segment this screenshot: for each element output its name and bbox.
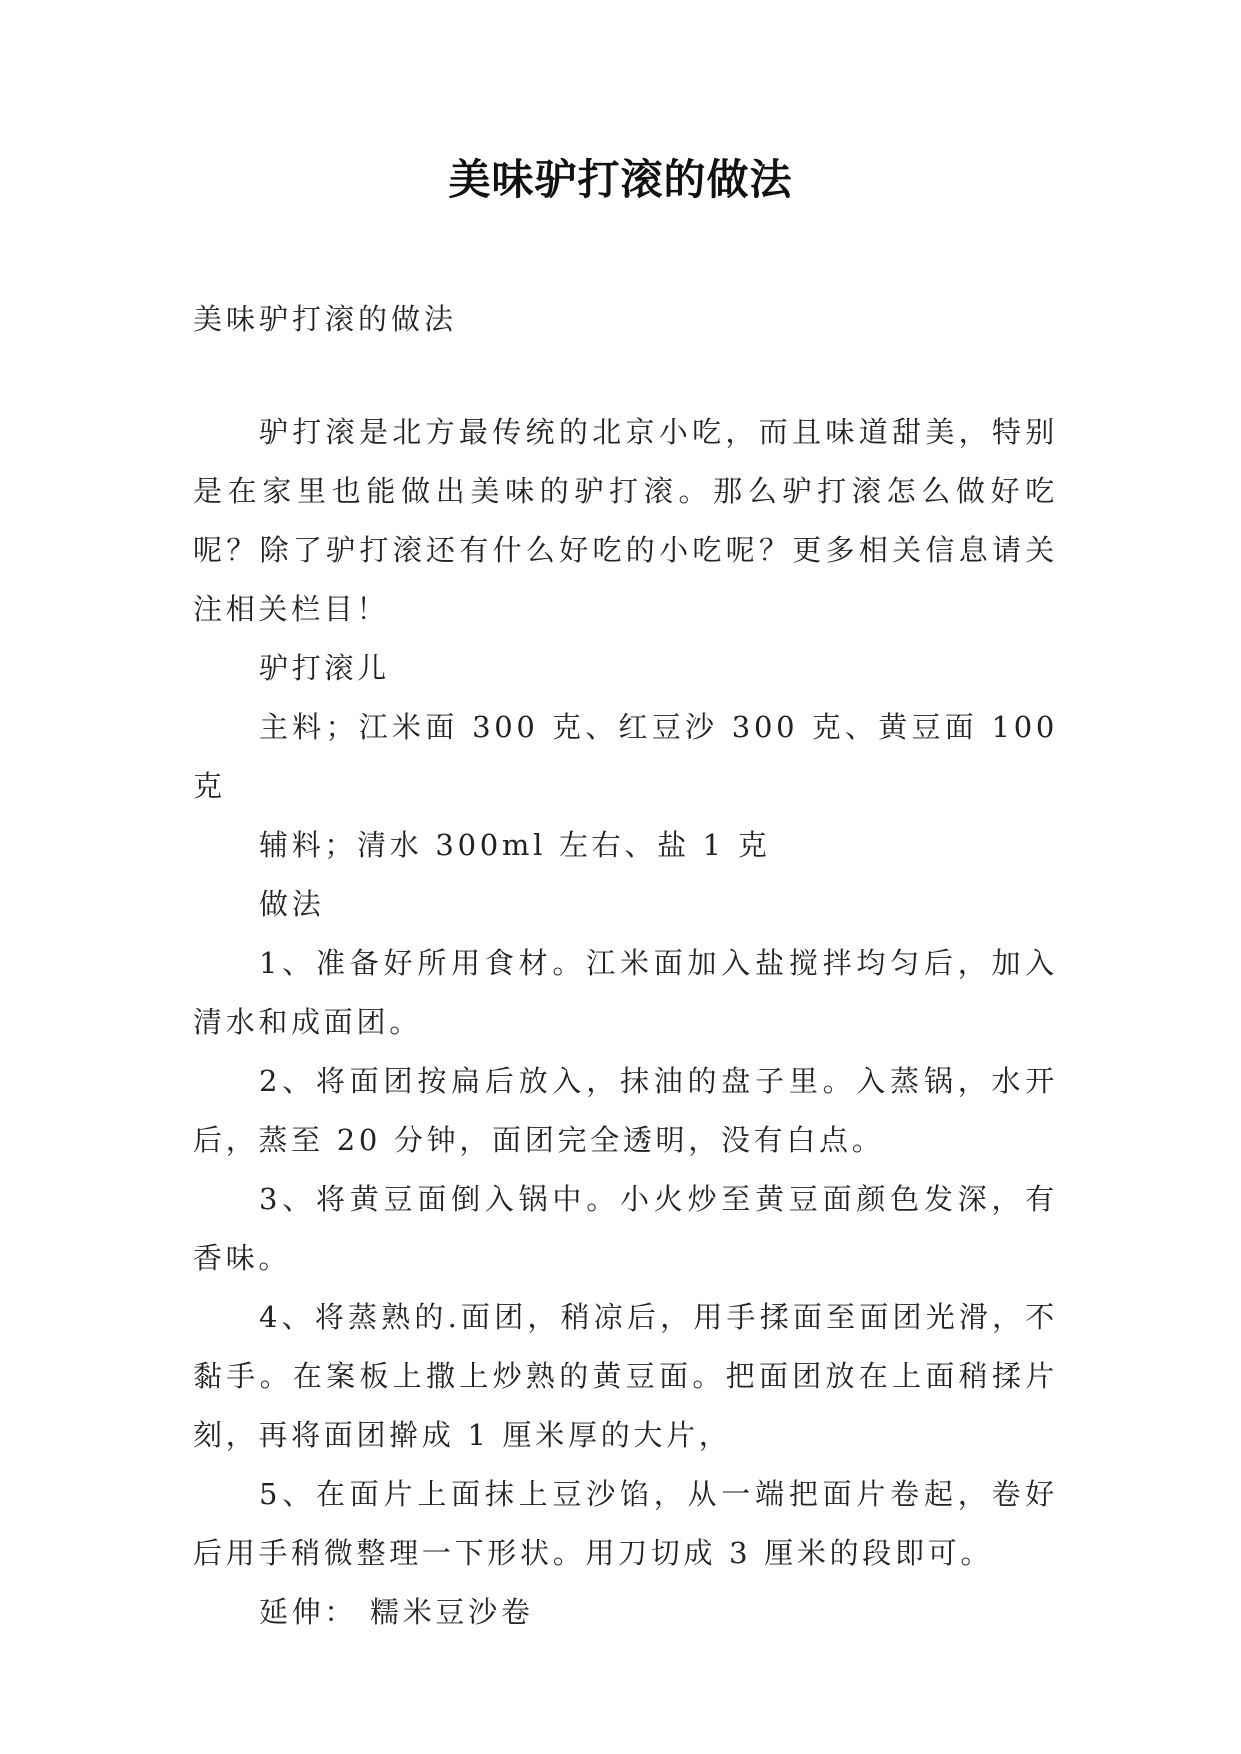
- blank-line: [193, 349, 1058, 403]
- extension-note: 延伸： 糯米豆沙卷: [259, 1595, 534, 1629]
- document-subtitle: 美味驴打滚的做法: [193, 302, 458, 336]
- step-2: 2、将面团按扁后放入，抹油的盘子里。入蒸锅，水开后，蒸至 20 分钟，面团完全透明，没有白点。: [193, 1064, 1058, 1157]
- document-body: [193, 290, 1058, 1642]
- intro-paragraph: 驴打滚是北方最传统的北京小吃，而且味道甜美，特别是在家里也能做出美味的驴打滚。那么驴打滚怎么做好吃呢？除了驴打滚还有什么好吃的小吃呢？更多相关信息请关注相关栏目！: [193, 415, 1058, 626]
- step-4: 4、将蒸熟的.面团，稍凉后，用手揉面至面团光滑，不黏手。在案板上撒上炒熟的黄豆面。把面团放在上面稍揉片刻，再将面团擀成 1 厘米厚的大片，: [193, 1300, 1058, 1452]
- document-title: 美味驴打滚的做法: [448, 155, 793, 204]
- step-5: 5、在面片上面抹上豆沙馅，从一端把面片卷起，卷好后用手稍微整理一下形状。用刀切成 3 厘米的段即可。: [193, 1477, 1058, 1570]
- step-3: 3、将黄豆面倒入锅中。小火炒至黄豆面颜色发深，有香味。: [193, 1182, 1058, 1275]
- step-1: 1、准备好所用食材。江米面加入盐搅拌均匀后，加入清水和成面团。: [193, 946, 1058, 1039]
- method-heading: 做法: [259, 887, 325, 921]
- auxiliary-ingredients: 辅料；清水 300ml 左右、盐 1 克: [259, 828, 771, 862]
- recipe-name: 驴打滚儿: [259, 651, 390, 685]
- main-ingredients: 主料；江米面 300 克、红豆沙 300 克、黄豆面 100 克: [193, 710, 1058, 803]
